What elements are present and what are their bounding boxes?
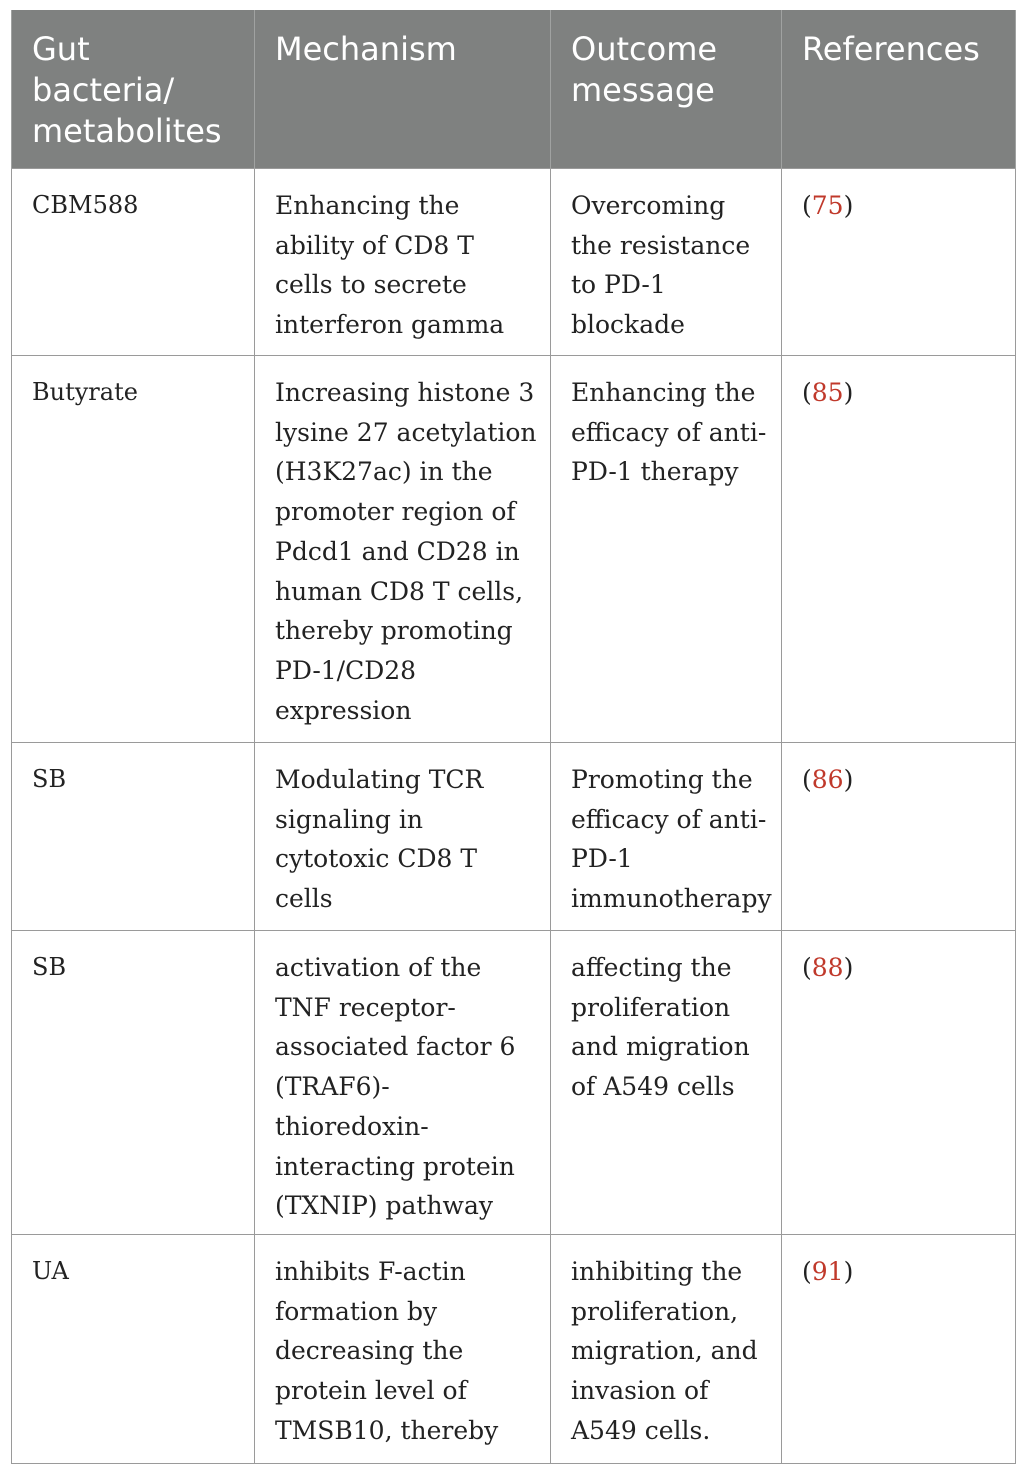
data-table bbox=[11, 10, 1016, 1464]
cell-bacteria: SB bbox=[12, 931, 255, 1235]
table-body bbox=[12, 169, 1016, 1464]
ref-open-paren: ( bbox=[802, 953, 812, 982]
table-row bbox=[12, 356, 1016, 743]
cell-mechanism: inhibits F-actin formation by decreasing the protein level of TMSB10, thereby bbox=[255, 1234, 551, 1463]
cell-bacteria: UA bbox=[12, 1234, 255, 1463]
cell-outcome: affecting the proliferation and migration of A549 cells bbox=[551, 931, 782, 1235]
cell-reference bbox=[782, 931, 1016, 1235]
cell-bacteria: CBM588 bbox=[12, 169, 255, 356]
cell-bacteria: SB bbox=[12, 743, 255, 931]
table-row bbox=[12, 169, 1016, 356]
cell-outcome: Enhancing the efficacy of anti-PD-1 therapy bbox=[551, 356, 782, 743]
reference-link[interactable]: 86 bbox=[811, 765, 844, 794]
ref-open-paren: ( bbox=[802, 378, 812, 407]
reference-link[interactable]: 75 bbox=[811, 191, 844, 220]
reference-link[interactable]: 91 bbox=[811, 1256, 844, 1286]
ref-close-paren: ) bbox=[843, 765, 854, 794]
ref-close-paren: ) bbox=[843, 953, 854, 982]
ref-open-paren: ( bbox=[802, 1256, 812, 1286]
table-row bbox=[12, 1234, 1016, 1463]
cell-reference bbox=[782, 169, 1016, 356]
header-outcome: Outcome message bbox=[551, 10, 782, 169]
cell-mechanism: Increasing histone 3 lysine 27 acetylation (H3K27ac) in the promoter region of Pdcd1 and CD28 in human CD8 T cells, thereby promoting PD-1/CD28 expression bbox=[255, 356, 551, 743]
ref-open-paren: ( bbox=[802, 765, 812, 794]
reference-link[interactable]: 85 bbox=[811, 378, 844, 407]
cell-reference bbox=[782, 356, 1016, 743]
cell-bacteria: Butyrate bbox=[12, 356, 255, 743]
table-header bbox=[12, 10, 1016, 169]
header-row bbox=[12, 10, 1016, 169]
cell-mechanism: Modulating TCR signaling in cytotoxic CD8 T cells bbox=[255, 743, 551, 931]
cell-mechanism: activation of the TNF receptor-associated factor 6 (TRAF6)-thioredoxin-interacting protein (TXNIP) pathway bbox=[255, 931, 551, 1235]
header-mechanism: Mechanism bbox=[255, 10, 551, 169]
cell-outcome: Promoting the efficacy of anti-PD-1 immunotherapy bbox=[551, 743, 782, 931]
table-row bbox=[12, 743, 1016, 931]
header-gut-bacteria: Gut bacteria/ metabolites bbox=[12, 10, 255, 169]
cell-outcome: Overcoming the resistance to PD-1 blockade bbox=[551, 169, 782, 356]
reference-link[interactable]: 88 bbox=[811, 953, 844, 982]
cell-mechanism: Enhancing the ability of CD8 T cells to secrete interferon gamma bbox=[255, 169, 551, 356]
ref-close-paren: ) bbox=[843, 1256, 854, 1286]
ref-open-paren: ( bbox=[802, 191, 812, 220]
ref-close-paren: ) bbox=[843, 378, 854, 407]
table-row bbox=[12, 931, 1016, 1235]
ref-close-paren: ) bbox=[843, 191, 854, 220]
header-references: References bbox=[782, 10, 1016, 169]
cell-reference bbox=[782, 1234, 1016, 1463]
cell-reference bbox=[782, 743, 1016, 931]
cell-outcome: inhibiting the proliferation, migration, and invasion of A549 cells. bbox=[551, 1234, 782, 1463]
